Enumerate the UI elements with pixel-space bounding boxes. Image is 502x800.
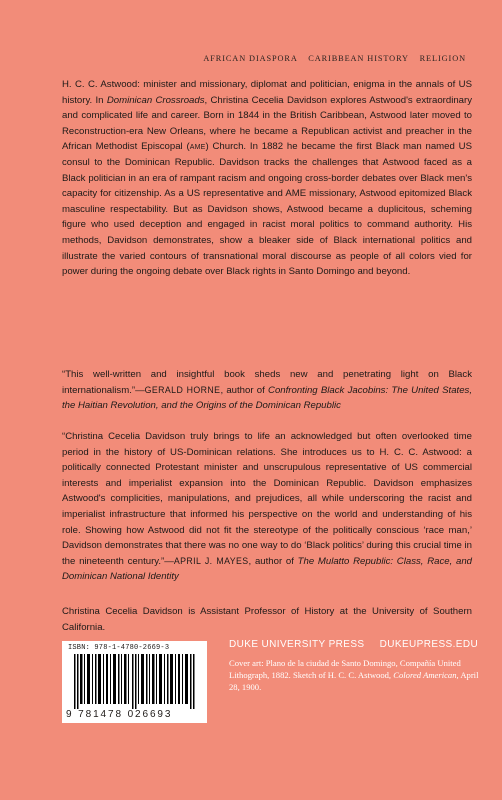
review-dash: — xyxy=(164,555,174,567)
description-text: ) Church. In 1882 he became the first Black man named US consul to the Dominican Republic. Davidson tracks the challenges that Astwood faced as a Black politician in an era of rampant racism and ongoing cross-border debates over Black men's capacity for citizenship. As a US representative and AME missionary, Astwood epitomized Black masculine respectability. But as Davidson shows, Astwood became a duplicitous, scheming figure who used deception and engaged in racist moral politics to command authority. His methods, Davidson demonstrates, show a bleaker side of Black international politics and illustrate the varied contours of transnational moral discourse as people of all colors vied for power during the ongoing debate over Black rights in Santo Domingo and beyond. xyxy=(62,141,472,278)
review-mayes xyxy=(62,429,472,585)
description-text: , Christina Cecelia Davidson explores Astwood's extraordinary and complicated life and career. Born in 1844 in the British Caribbean, Astwood later moved to Reconstruction-era New Orleans, where he became a Republican activist and preacher in the African Methodist Episcopal ( xyxy=(62,94,472,153)
reviewer-name: APRIL J. MAYES xyxy=(173,555,249,566)
publisher xyxy=(229,639,490,650)
review-quote: “Christina Cecelia Davidson truly brings to life an acknowledged but often overlooked time period in the history of US-Dominican relations. She introduces us to H. C. C. Astwood: a politically connected Protestant minister and unscrupulous representative of US commercial interests and imperialist expansion into the Dominican Republic. Davidson emphasizes Astwood's complicities, manipulations, and prejudices, all while underscoring the racist and imperialist infrastructure that informed his perspective on the world and understanding of his role. Showing how Astwood did not fit the stereotype of the politically conscious ‘race man,’ Davidson demonstrates that there was no one way to do ‘Black politics’ during this crucial time in the nineteenth century.” xyxy=(62,431,472,567)
book-description xyxy=(62,77,472,280)
publisher-name: DUKE UNIVERSITY PRESS xyxy=(229,639,365,650)
barcode xyxy=(62,641,207,723)
subject-label: AFRICAN DIASPORA xyxy=(203,54,298,63)
cover-credit xyxy=(229,657,479,694)
subject-label: RELIGION xyxy=(419,54,466,63)
isbn-label: ISBN: 978-1-4780-2669-3 xyxy=(68,644,170,652)
reviewer-name: GERALD HORNE xyxy=(144,384,221,395)
reviewer-credit: , author of xyxy=(248,555,298,567)
description-text: H. C. C. Astwood: minister and missionary, diplomat and politician, enigma in the annals of US history. In xyxy=(62,79,472,106)
cover-credit-text xyxy=(229,657,479,694)
reviewer-credit: , author of xyxy=(220,384,269,396)
credit-source: Colored American xyxy=(393,670,457,681)
book-title: Dominican Crossroads xyxy=(106,94,205,106)
credit-text: , April 28, 1900. xyxy=(229,670,479,693)
reviewer-book: The Mulatto Republic: Class, Race, and Dominican National Identity xyxy=(62,555,473,583)
review-paragraph xyxy=(62,367,472,414)
barcode-digits: 9 781478 026693 xyxy=(66,709,173,720)
subject-categories xyxy=(195,54,466,63)
author-bio xyxy=(62,604,472,635)
description-paragraph xyxy=(62,77,472,280)
barcode-bars-icon xyxy=(68,654,202,709)
review-horne xyxy=(62,367,472,414)
review-paragraph xyxy=(62,429,472,585)
reviewer-book: Confronting Black Jacobins: The United States, the Haitian Revolution, and the Origins of the Dominican Republic xyxy=(62,384,472,412)
credit-text: Cover art: Plano de la ciudad de Santo Domingo, Compañía United Lithograph, 1882. Sketch of H. C. C. Astwood, xyxy=(229,658,461,681)
publisher-url[interactable]: DUKEUPRESS.EDU xyxy=(379,639,479,650)
subject-label: CARIBBEAN HISTORY xyxy=(308,54,409,63)
review-quote: “This well-written and insightful book sheds new and penetrating light on Black internationalism.” xyxy=(62,369,472,396)
review-dash: — xyxy=(135,384,145,396)
bio-text: Christina Cecelia Davidson is Assistant Professor of History at the University of Southern California. xyxy=(62,606,472,633)
ame-abbrev: ame xyxy=(189,141,206,153)
